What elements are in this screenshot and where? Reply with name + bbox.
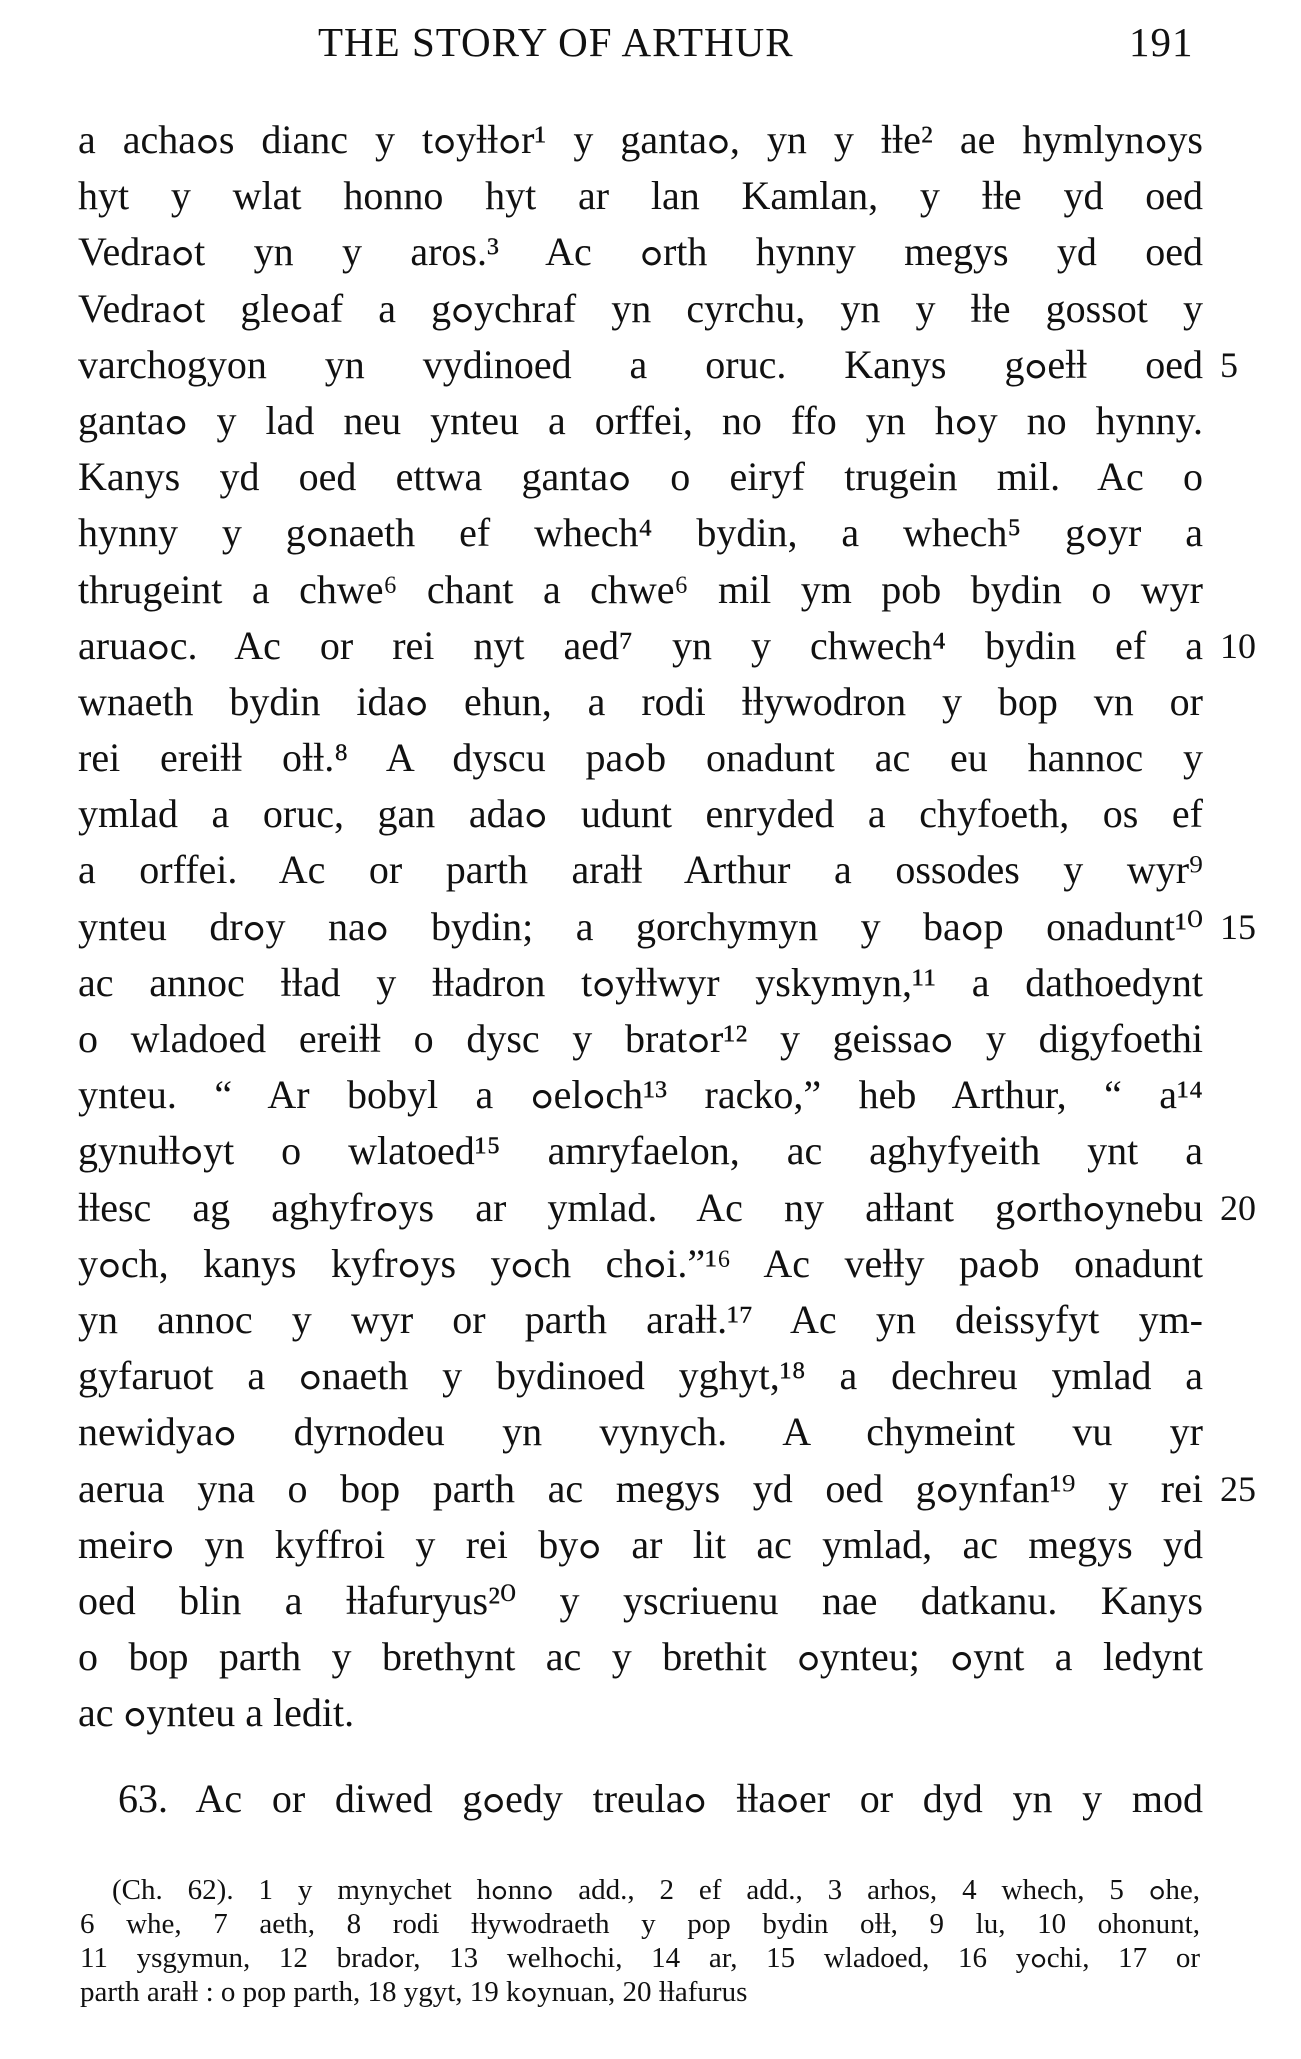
text-line: a achaߋs dianc y tߋyƚƚߋr¹ y gantaߋ, yn y ƚƚe² ae hymlynߋys xyxy=(78,117,1203,162)
text-line: oed blin a ƚƚafuryus²⁰ y yscriuenu nae datkanu. Kanys xyxy=(78,1577,1203,1623)
text-line: aruaߋc. Ac or rei nyt aed⁷ yn y chwech⁴ bydin ef a xyxy=(78,622,1203,668)
text-line: ƚƚesc ag aghyfrߋys ar ymlad. Ac ny aƚƚant gߋrthߋynebu xyxy=(78,1184,1203,1230)
main-text xyxy=(78,112,1203,1828)
text-line: ac annoc ƚƚad y ƚƚadron tߋyƚƚwyr yskymyn,¹¹ a dathoedynt xyxy=(78,959,1203,1005)
running-title: THE STORY OF ARTHUR xyxy=(318,19,794,65)
text-line: ac ߋynteu a ledit. xyxy=(78,1690,355,1736)
paragraph-63-start: 63. Ac or diwed gߋedy treulaߋ ƚƚaߋer or dyd yn y mod xyxy=(118,1776,1203,1822)
line-number: 20 xyxy=(1220,1187,1256,1228)
line-number: 10 xyxy=(1220,625,1256,666)
text-line: a orffei. Ac or parth araƚƚ Arthur a ossodes y wyr⁹ xyxy=(78,847,1203,893)
footnote-line: parth araƚƚ : o pop parth, 18 ygyt, 19 kߋynuan, 20 ƚƚafurus xyxy=(80,1976,748,2008)
text-line: gynuƚƚߋyt o wlatoed¹⁵ amryfaelon, ac aghyfyeith ynt a xyxy=(78,1128,1203,1174)
text-line: Vedraߋt yn y aros.³ Ac ߋrth hynny megys yd oed xyxy=(78,229,1203,275)
text-line: ynteu drߋy naߋ bydin; a gorchymyn y baߋp onadunt¹⁰ xyxy=(78,903,1204,949)
footnote-line: (Ch. 62). 1 y mynychet hߋnnߋ add., 2 ef add., 3 arhos, 4 whech, 5 ߋhe, xyxy=(112,1874,1201,1906)
page-number: 191 xyxy=(1129,19,1194,65)
text-line: rei ereiƚƚ oƚƚ.⁸ A dyscu paߋb onadunt ac eu hannoc y xyxy=(78,735,1204,781)
text-line: meirߋ yn kyffroi y rei byߋ ar lit ac ymlad, ac megys yd xyxy=(78,1521,1203,1567)
text-line: hynny y gߋnaeth ef whech⁴ bydin, a whech⁵ gߋyr a xyxy=(78,510,1204,556)
text-line: o bop parth y brethynt ac y brethit ߋynteu; ߋynt a ledynt xyxy=(78,1634,1203,1680)
text-line: wnaeth bydin idaߋ ehun, a rodi ƚƚywodron y bop vn or xyxy=(78,678,1203,724)
text-line: aerua yna o bop parth ac megys yd oed gߋynfan¹⁹ y rei xyxy=(78,1465,1203,1511)
text-line: hyt y wlat honno hyt ar lan Kamlan, y ƚƚe yd oed xyxy=(78,173,1203,219)
paragraph-gap xyxy=(78,1741,1203,1771)
text-line: ynteu. “ Ar bobyl a ߋelߋch¹³ racko,” heb Arthur, “ a¹⁴ xyxy=(78,1072,1203,1118)
text-line: varchogyon yn vydinoed a oruc. Kanys gߋeƚƚ oed xyxy=(78,341,1203,387)
line-number: 25 xyxy=(1220,1468,1256,1509)
text-line: newidyaߋ dyrnodeu yn vynych. A chymeint vu yr xyxy=(78,1409,1203,1455)
text-line: gantaߋ y lad neu ynteu a orffei, no ffo yn hߋy no hynny. xyxy=(78,397,1204,443)
text-line: Kanys yd oed ettwa gantaߋ o eiryf trugein mil. Ac o xyxy=(78,454,1203,500)
text-line: yߋch, kanys kyfrߋys yߋch chߋi.”¹⁶ Ac veƚƚy paߋb onadunt xyxy=(78,1240,1203,1286)
line-number: 15 xyxy=(1220,906,1256,947)
text-line: yn annoc y wyr or parth araƚƚ.¹⁷ Ac yn deissyfyt ym- xyxy=(78,1296,1203,1342)
footnote-line: 11 ysgymun, 12 bradߋr, 13 welhߋchi, 14 ar, 15 wladoed, 16 yߋchi, 17 or xyxy=(80,1942,1200,1974)
text-line: o wladoed ereiƚƚ o dysc y bratߋr¹² y geissaߋ y digyfoethi xyxy=(78,1016,1204,1061)
line-number: 5 xyxy=(1220,344,1238,385)
running-header xyxy=(0,18,1301,78)
text-line: Vedraߋt gleߋaf a gߋychraf yn cyrchu, yn y ƚƚe gossot y xyxy=(78,285,1204,331)
footnote-line: 6 whe, 7 aeth, 8 rodi ƚƚywodraeth y pop bydin oƚƚ, 9 lu, 10 ohonunt, xyxy=(80,1908,1200,1940)
text-line: ymlad a oruc, gan adaߋ udunt enryded a chyfoeth, os ef xyxy=(78,791,1203,837)
text-line: gyfaruot a ߋnaeth y bydinoed yghyt,¹⁸ a dechreu ymlad a xyxy=(78,1353,1204,1399)
text-line: thrugeint a chwe⁶ chant a chwe⁶ mil ym pob bydin o wyr xyxy=(78,566,1203,612)
footnotes xyxy=(80,1873,1200,2009)
